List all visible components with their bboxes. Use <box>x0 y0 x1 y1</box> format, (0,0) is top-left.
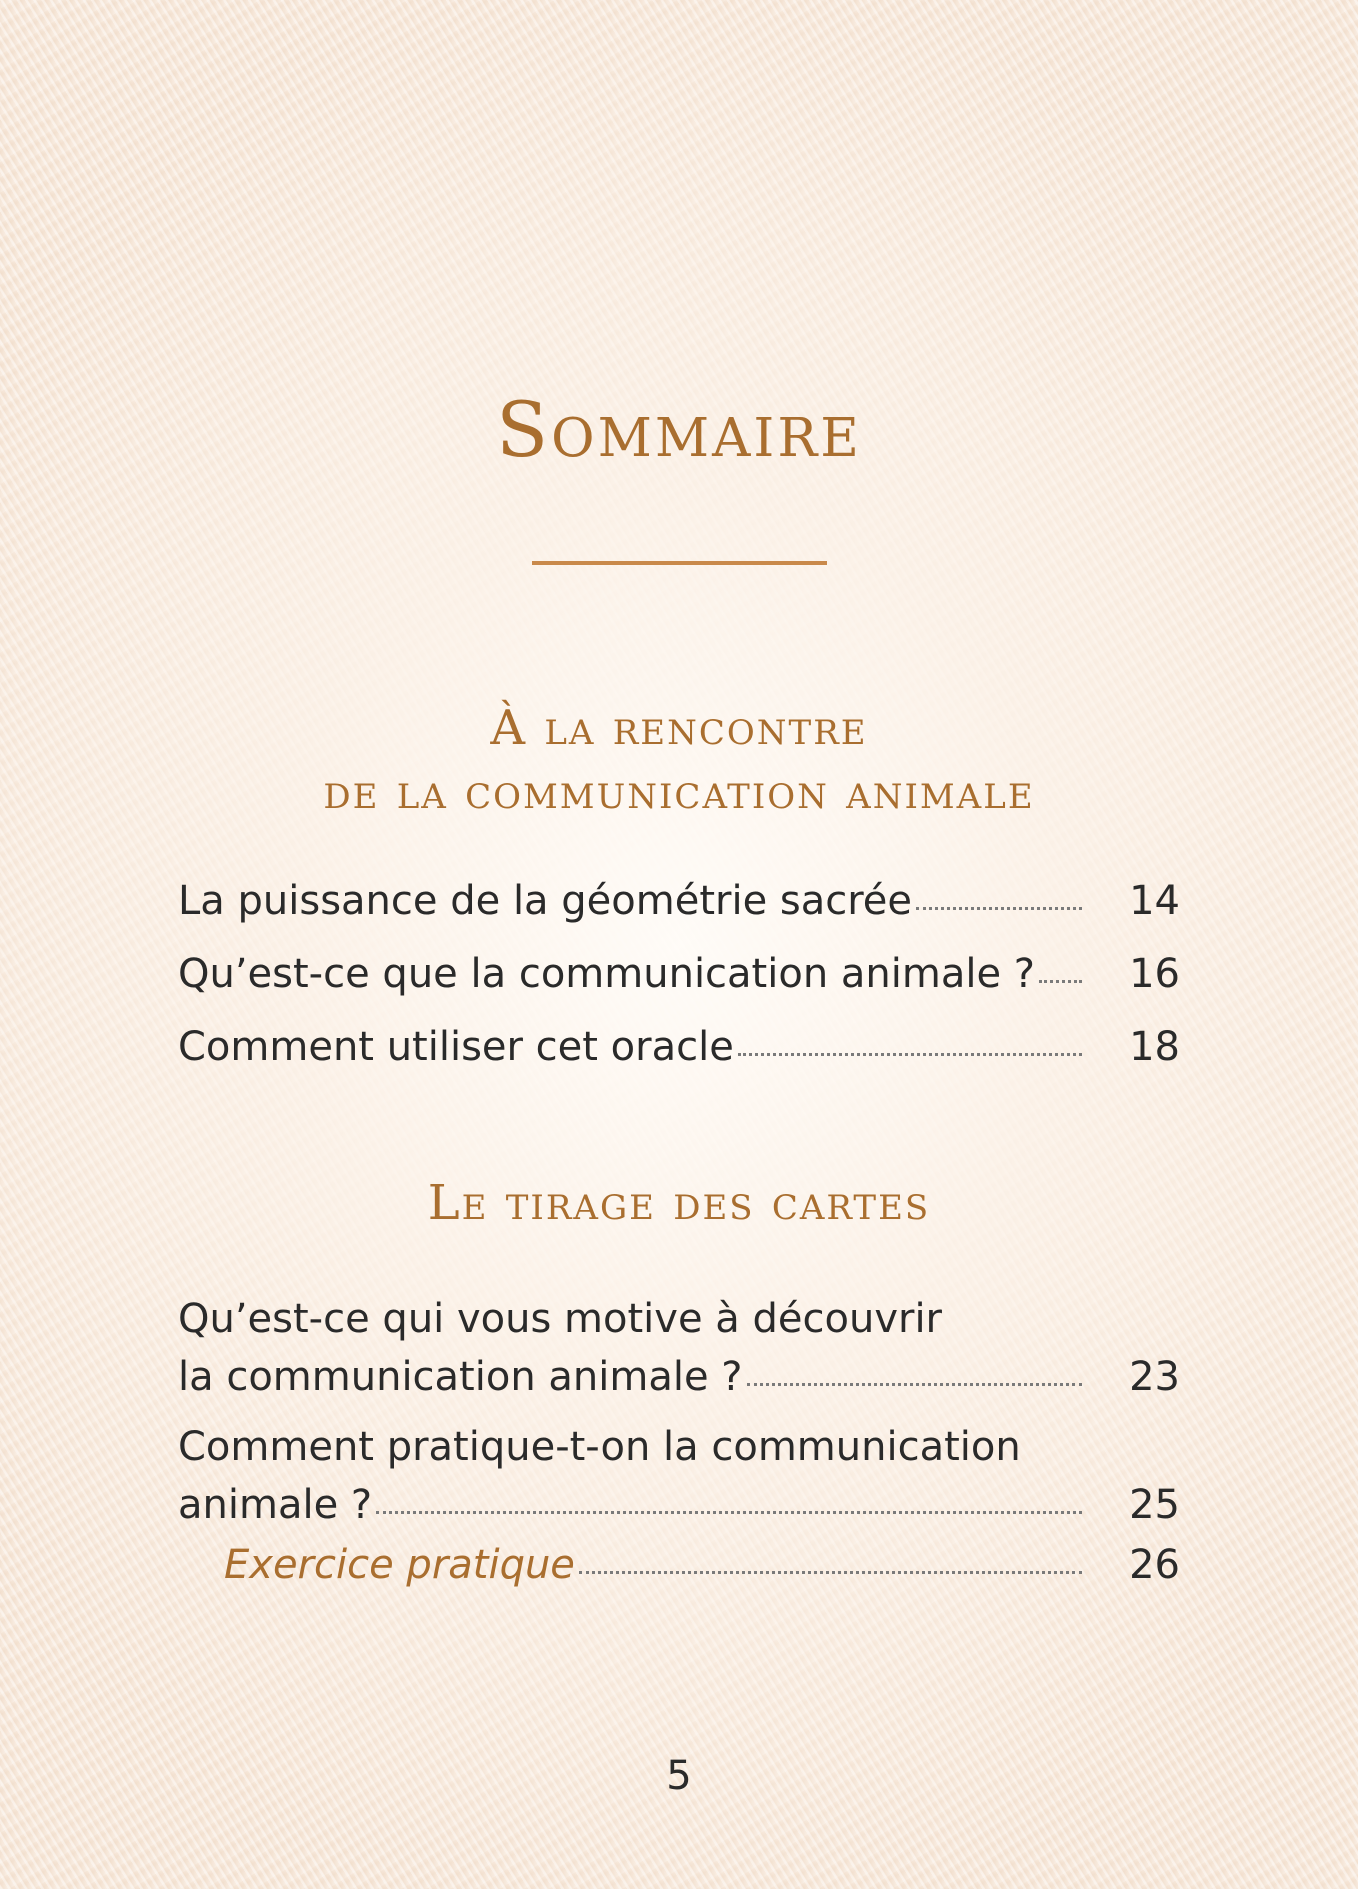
toc-subentry[interactable] <box>178 1536 1180 1594</box>
toc-entry-label-line-1: Comment pratique-t-on la communication <box>178 1424 1021 1470</box>
toc-entry-page: 25 <box>1129 1482 1180 1528</box>
dot-leader <box>916 907 1082 910</box>
toc-entry[interactable] <box>178 1018 1180 1076</box>
dot-leader <box>747 1383 1082 1386</box>
toc-entry[interactable] <box>178 872 1180 930</box>
toc-entry-page: 14 <box>1129 878 1180 924</box>
toc-entry-label: La puissance de la géométrie sacrée <box>178 878 913 924</box>
title-underline <box>532 561 827 565</box>
toc-entry[interactable] <box>178 1418 1180 1534</box>
toc-section-1 <box>178 872 1180 1091</box>
toc-entry-label: animale ? <box>178 1482 373 1528</box>
dot-leader <box>738 1053 1082 1056</box>
dot-leader <box>1039 980 1082 983</box>
section-title-1-line-1: À la rencontre <box>490 700 868 756</box>
page-number: 5 <box>666 1753 692 1799</box>
section-title-1 <box>0 696 1358 824</box>
section-title-2 <box>0 1171 1358 1235</box>
dot-leader <box>376 1511 1082 1514</box>
toc-entry-label: Qu’est-ce que la communication animale ? <box>178 951 1036 997</box>
toc-entry[interactable] <box>178 1290 1180 1406</box>
page-title: Sommaire <box>496 385 862 474</box>
dot-leader <box>579 1571 1082 1574</box>
toc-entry-label: la communication animale ? <box>178 1354 743 1400</box>
section-title-2-line-1: Le tirage des cartes <box>427 1175 931 1231</box>
toc-entry-page: 23 <box>1129 1354 1180 1400</box>
toc-entry[interactable] <box>178 945 1180 1003</box>
toc-subentry-label: Exercice pratique <box>224 1542 575 1588</box>
toc-entry-label: Comment utiliser cet oracle <box>178 1024 734 1070</box>
section-title-1-line-2: de la communication animale <box>323 764 1035 820</box>
toc-entry-page: 16 <box>1129 951 1180 997</box>
toc-entry-page: 18 <box>1129 1024 1180 1070</box>
toc-entry-page: 26 <box>1129 1542 1180 1588</box>
toc-entry-label-line-1: Qu’est-ce qui vous motive à découvrir <box>178 1296 943 1342</box>
toc-section-2 <box>178 1290 1180 1606</box>
